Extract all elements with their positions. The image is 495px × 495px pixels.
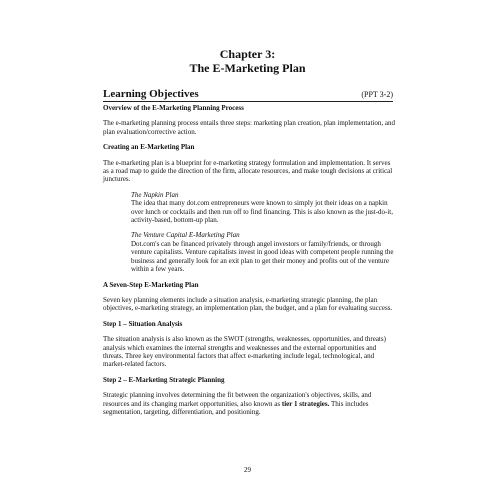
heading-seven-step: A Seven-Step E-Marketing Plan xyxy=(103,280,199,289)
page-number: 29 xyxy=(244,466,251,474)
chapter-title xyxy=(0,47,495,75)
venture-plan-block xyxy=(131,231,395,273)
section-title: Learning Objectives xyxy=(103,88,199,100)
chapter-name: The E-Marketing Plan xyxy=(189,61,306,75)
paragraph-step-2 xyxy=(103,391,395,416)
napkin-plan-text: The idea that many dot.com entrepreneurs were known to simply jot their ideas on a napkin over lunch or cocktails and then run off to find financing. This is also known as the just-do-it, activity-based, bottom-up plan. xyxy=(131,199,393,225)
step-2-text-start: Strategic planning involves determining the fit between the organization's objectives, skills, and resources and its changing market opportunities, also known as xyxy=(103,391,372,408)
step-2-bold-term: tier 1 strategies. xyxy=(281,399,330,408)
paragraph-creating-plan: The e-marketing plan is a blueprint for e-marketing strategy formulation and implementation. It serves as a road map to guide the direction of the firm, allocate resources, and make tough decisions at critical junctures. xyxy=(103,158,393,184)
ppt-reference: (PPT 3-2) xyxy=(361,90,393,99)
section-header xyxy=(103,88,393,102)
step-2-text-end: This includes segmentation, targeting, differentiation, and positioning. xyxy=(103,399,369,416)
heading-creating-plan: Creating an E-Marketing Plan xyxy=(103,143,195,152)
napkin-plan-title: The Napkin Plan xyxy=(131,190,179,199)
body-text xyxy=(103,104,395,423)
venture-plan-text: Dot.com's can be financed privately through angel investors or family/friends, or through venture capitalists. Venture capitalists invest in good ideas with competent people running the business and generally look for an exit plan to get their money and profits out of the venture within a few years. xyxy=(131,239,394,274)
heading-overview: Overview of the E-Marketing Planning Process xyxy=(103,104,244,112)
chapter-number: Chapter 3: xyxy=(219,47,276,61)
paragraph-seven-step: Seven key planning elements include a situation analysis, e-marketing strategic planning, the plan objectives, e-marketing strategy, an implementation plan, the budget, and a plan for evaluating success. xyxy=(103,295,393,313)
paragraph-step-1: The situation analysis is also known as the SWOT (strengths, weaknesses, opportunities, and threats) analysis which examines the internal strengths and weaknesses and the external opportunities and threats. Three key environmental factors that affect e-marketing include legal, technological, and market-related factors. xyxy=(103,335,386,369)
paragraph-overview: The e-marketing planning process entails three steps: marketing plan creation, plan implementation, and plan evaluation/corrective action. xyxy=(103,119,395,136)
heading-step-2: Step 2 – E-Marketing Strategic Planning xyxy=(103,375,225,384)
venture-plan-title: The Venture Capital E-Marketing Plan xyxy=(131,231,240,240)
heading-step-1: Step 1 – Situation Analysis xyxy=(103,319,183,328)
napkin-plan-block xyxy=(131,191,395,225)
